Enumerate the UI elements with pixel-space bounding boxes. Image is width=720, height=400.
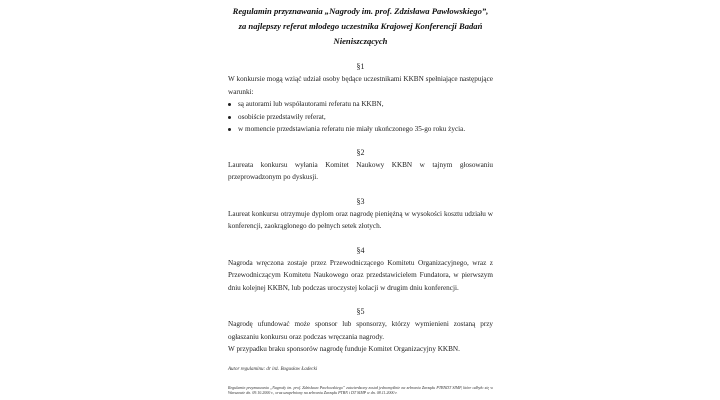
- approval-footnote: Regulamin przyznawania „Nagrody im. prof. Zdzisława Pawłowskiego” zatwierdzony został jednomyślnie na zebraniu Zarządu PTBNDT SIMP, które odbyło się w Warszawie dn. 09.10.2000 r., oraz uzupełniony na zebraniu Zarządu PTBN i DT SIMP w dn. 08.11.2000 r.: [228, 384, 493, 395]
- list-item: [228, 111, 493, 124]
- section-number: §1: [356, 62, 365, 71]
- section-5: [228, 306, 493, 356]
- section-intro: [228, 73, 493, 98]
- section-number: §3: [356, 196, 365, 206]
- section-intro-text: W konkursie mogą wziąć udział osoby będące uczestnikami KKBN spełniające następujące warunki:: [228, 75, 493, 96]
- list-item-text: są autorami lub współautorami referatu na KKBN,: [238, 100, 384, 108]
- section-text: Laureat konkursu otrzymuje dyplom oraz nagrodę pieniężną w wysokości kosztu udziału w konferencji, zaokrąglonego do pełnych setek złotych.: [228, 209, 493, 230]
- section-text: Laureata konkursu wyłania Komitet Naukowy KKBN w tajnym głosowaniu przeprowadzonym po dyskusji.: [228, 160, 493, 181]
- list-item: [228, 98, 493, 111]
- section-text-2: W przypadku braku sponsorów nagrodę funduje Komitet Organizacyjny KKBN.: [228, 345, 460, 353]
- list-item: [228, 123, 493, 136]
- bullet-icon: [228, 128, 231, 131]
- conditions-list: [228, 98, 493, 136]
- section-number: §5: [356, 307, 365, 316]
- document-title: Regulamin przyznawania „Nagrody im. prof. Zdzisława Pawłowskiego”, za najlepszy referat młodego uczestnika Krajowej Konferencji Badań Nieniszczących: [232, 6, 489, 46]
- section-1: [228, 61, 493, 136]
- bullet-icon: [228, 103, 231, 106]
- section-text: Nagrodę ufundować może sponsor lub sponsorzy, którzy wymienieni zostaną przy ogłaszaniu konkursu oraz podczas wręczania nagrody.: [228, 320, 493, 341]
- section-number: §2: [356, 147, 365, 157]
- section-3: [228, 196, 493, 233]
- section-4: [228, 245, 493, 295]
- list-item-text: osobiście przedstawiły referat,: [238, 112, 326, 121]
- section-number: §4: [356, 245, 365, 255]
- list-item-text: w momencie przedstawiania referatu nie miały ukończonego 35-go roku życia.: [238, 125, 466, 133]
- section-2: [228, 147, 493, 184]
- bullet-icon: [228, 116, 231, 119]
- document-content: [228, 4, 493, 396]
- author-note: Autor regulaminu: dr inż. Bogusław Ładecki: [228, 366, 318, 372]
- section-text: Nagroda wręczona zostaje przez Przewodniczącego Komitetu Organizacyjnego, wraz z Przewodniczącym Komitetu Naukowego oraz przedstawicielem Fundatora, w pierwszym dniu kolejnej KKBN, lub podczas uroczystej kolacji w drugim dniu konferencji.: [228, 258, 493, 292]
